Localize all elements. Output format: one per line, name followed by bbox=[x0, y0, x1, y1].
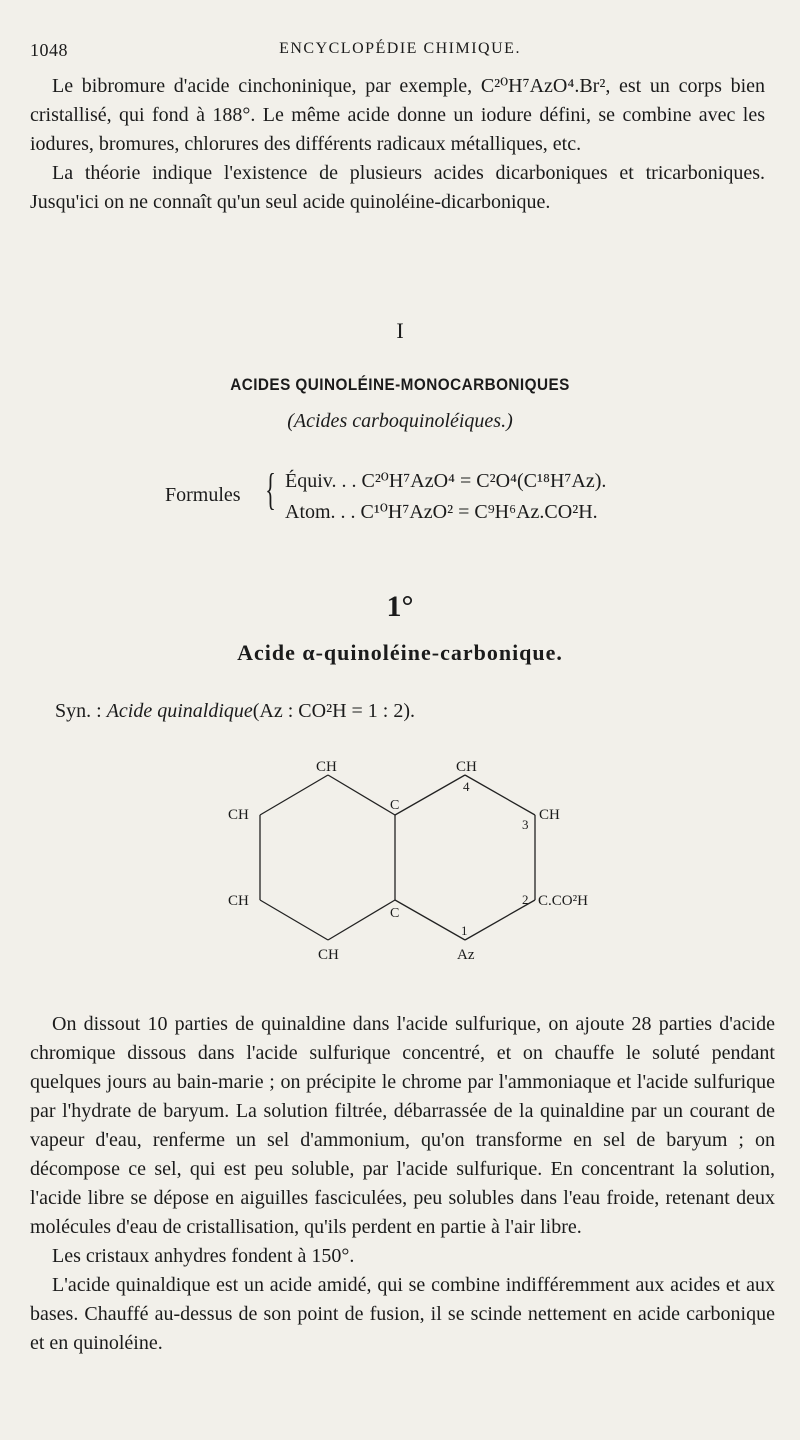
section-subtitle: (Acides carboquinoléiques.) bbox=[287, 410, 513, 432]
bond-top-center-right bbox=[395, 775, 465, 815]
atom-ch-top-right: CH bbox=[456, 759, 477, 775]
formulas-brace: { bbox=[265, 465, 276, 514]
position-4: 4 bbox=[463, 779, 470, 794]
atom-ch-right-upper: CH bbox=[539, 807, 560, 823]
bond-top-center-left bbox=[328, 775, 395, 815]
synonym-prefix: Syn. : bbox=[55, 700, 102, 722]
atom-labels bbox=[228, 759, 588, 963]
running-title: ENCYCLOPÉDIE CHIMIQUE. bbox=[279, 40, 521, 57]
atom-c-upper: C bbox=[390, 798, 400, 813]
subsection-number: 1° bbox=[386, 590, 414, 623]
body-paragraph-1: On dissout 10 parties de quinaldine dans l'acide sulfurique, on ajoute 28 parties d'acide chromique dissous dans l'acide sulfurique concentré, et on chauffe le soluté pendant quelques jours au bain-marie ; on précipite le chrome par l'ammoniaque et l'acide sulfurique par l'hydrate de baryum. La solution filtrée, débarrassée de la quinaldine par un courant de vapeur d'eau, renferme un sel d'ammonium, qu'on transforme en sel de baryum ; on décompose ce sel, qui est peu soluble, par l'acide sulfurique. En concentrant la solution, l'acide libre se dépose en aiguilles fasciculées, peu solubles dans l'eau froide, retenant deux molécules d'eau de cristallisation, qu'ils perdent en partie à l'air libre. bbox=[30, 1013, 775, 1238]
synonym-line bbox=[55, 700, 415, 723]
synonym-name: Acide quinaldique bbox=[106, 700, 253, 722]
page-number: 1048 bbox=[30, 40, 68, 60]
body-text bbox=[30, 1010, 775, 1358]
bond-top-right bbox=[465, 775, 535, 815]
formula-atom: Atom. . . C¹⁰H⁷AzO² = C⁹H⁶Az.CO²H. bbox=[285, 501, 598, 523]
bond-bottom-center-left bbox=[328, 900, 395, 940]
intro-paragraph-1: Le bibromure d'acide cinchoninique, par exemple, C²⁰H⁷AzO⁴.Br², est un corps bien cristallisé, qui fond à 188°. Le même acide donne un iodure défini, se combine avec les iodures, bromures, chlorures des différents radicaux métalliques, etc. bbox=[30, 75, 765, 155]
formula-equiv: Équiv. . . C²⁰H⁷AzO⁴ = C²O⁴(C¹⁸H⁷Az). bbox=[285, 470, 607, 492]
formulas-label: Formules bbox=[165, 484, 241, 506]
position-3: 3 bbox=[522, 817, 529, 832]
atom-ch-bottom: CH bbox=[318, 947, 339, 963]
section-title: ACIDES QUINOLÉINE-MONOCARBONIQUES bbox=[230, 375, 570, 394]
intro-text bbox=[30, 72, 765, 217]
synonym-formula: (Az : CO²H = 1 : 2). bbox=[252, 700, 416, 722]
quinoline-structure-diagram bbox=[200, 745, 600, 975]
atom-az: Az bbox=[457, 947, 475, 963]
body-paragraph-2: Les cristaux anhydres fondent à 150°. bbox=[52, 1245, 355, 1267]
position-1: 1 bbox=[461, 923, 468, 938]
atom-c-lower: C bbox=[390, 906, 400, 921]
atom-ch-top-left: CH bbox=[316, 759, 337, 775]
body-paragraph-3: L'acide quinaldique est un acide amidé, qui se combine indifféremment aux acides et aux bases. Chauffé au-dessus de son point de fusion, il se scinde nettement en acide carbonique et en quinoléine. bbox=[30, 1274, 775, 1354]
intro-paragraph-2: La théorie indique l'existence de plusieurs acides dicarboniques et tricarboniques. Jusqu'ici on ne connaît qu'un seul acide quinoléine-dicarbonique. bbox=[30, 162, 765, 213]
atom-ch-left-upper: CH bbox=[228, 807, 249, 823]
bond-bottom-left bbox=[260, 900, 328, 940]
section-number: I bbox=[396, 318, 404, 343]
atom-ch-left-lower: CH bbox=[228, 893, 249, 909]
bond-bottom-center-right bbox=[395, 900, 465, 940]
atom-c-co2h: C.CO²H bbox=[538, 893, 588, 909]
bond-top-left bbox=[260, 775, 328, 815]
position-2: 2 bbox=[522, 892, 529, 907]
subsection-title: Acide α-quinoléine-carbonique. bbox=[237, 640, 563, 665]
